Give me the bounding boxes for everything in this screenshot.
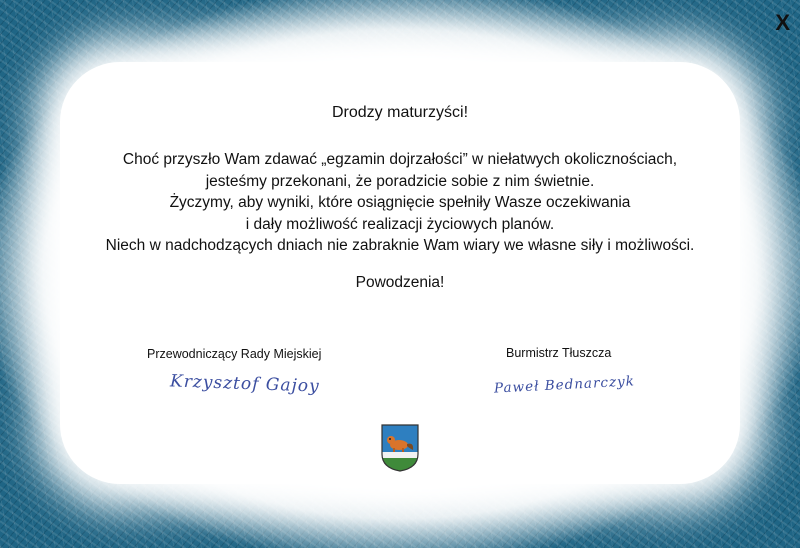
mayor-title: Burmistrz Tłuszcza — [506, 346, 612, 360]
body-line: Niech w nadchodzących dniach nie zabraknie Wam wiary we własne siły i możliwości. — [105, 237, 695, 254]
letter-closing: Powodzenia! — [355, 274, 445, 291]
town-crest-icon — [381, 424, 419, 472]
mayor-signature: Paweł Bednarczyk — [493, 373, 636, 397]
body-line: jesteśmy przekonani, że poradzicie sobie z nim świetnie. — [205, 172, 595, 190]
body-line: Życzymy, aby wyniki, które osiągnięcie spełniły Wasze oczekiwania — [169, 194, 631, 211]
council-chair-signature: Krzysztof Gajoy — [169, 371, 320, 397]
council-chair-title: Przewodniczący Rady Miejskiej — [147, 347, 322, 361]
letter-heading: Drodzy maturzyści! — [331, 104, 469, 121]
close-button[interactable]: X — [775, 10, 790, 35]
body-line: Choć przyszło Wam zdawać „egzamin dojrzałości” w niełatwych okolicznościach, — [122, 151, 678, 168]
letter-body — [0, 149, 800, 257]
body-line: i dały możliwość realizacji życiowych planów. — [245, 215, 555, 233]
